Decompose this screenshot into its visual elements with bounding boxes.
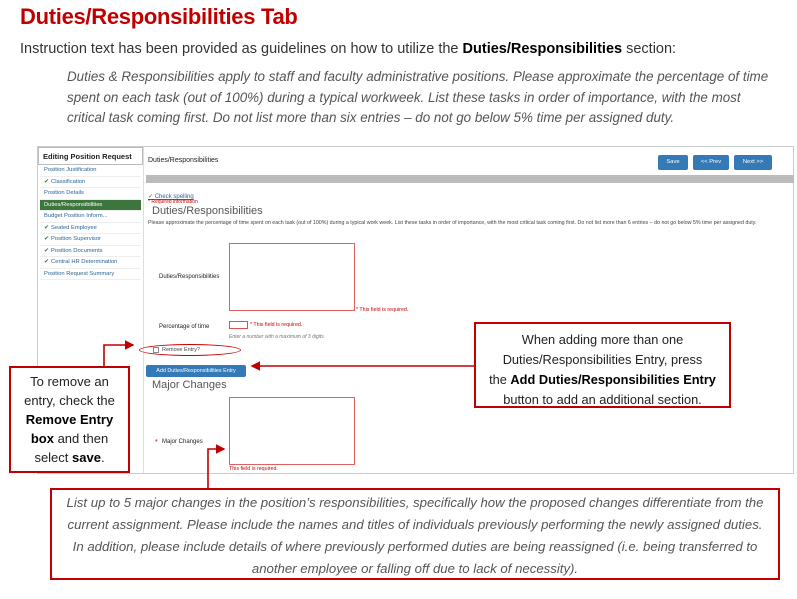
check-icon: ✔	[44, 178, 50, 185]
sidebar-item-duties[interactable]: Duties/Responsibilities	[40, 200, 141, 212]
percentage-hint: Enter a number with a maximum of 3 digits.	[229, 334, 326, 340]
required-asterisk: *	[155, 439, 158, 446]
remove-entry-label: Remove Entry?	[162, 347, 200, 353]
callout-major-changes: List up to 5 major changes in the position’s responsibilities, specifically how the proposed changes differentiate from the current assignment. Please include the names and titles of individuals previously performing the newly assigned duties. In addition, please include details of where previously performed duties are being reassigned (i.e. being transferred to another employee or falling off due to lack of necessity).	[50, 488, 780, 580]
callout-remove-entry: To remove an entry, check the Remove Entry box and then select save.	[9, 366, 130, 473]
save-button[interactable]: Save	[658, 155, 688, 170]
add-entry-button[interactable]: Add Duties/Responsibilities Entry	[146, 365, 246, 377]
sidebar-item-hr-determination[interactable]: ✔ Central HR Determination	[40, 257, 141, 269]
sidebar-item-position-details[interactable]: Position Details	[40, 188, 141, 200]
percentage-error: * This field is required.	[250, 322, 303, 328]
check-spelling-link[interactable]: ✓ Check spelling	[148, 194, 194, 200]
duties-label: Duties/Responsibilities	[159, 274, 220, 280]
section-title: Duties/Responsibilities	[152, 205, 263, 217]
sidebar-item-budget[interactable]: Budget Position Inform...	[40, 211, 141, 223]
check-icon: ✔	[44, 236, 50, 242]
check-icon: ✔	[44, 247, 50, 254]
section-description: Please approximate the percentage of time spent on each task (out of 100%) during a typical work week. List these tasks in order of importance, with the most critical task coming first. Do not list more than 6 entries – do not go below 5% time per assigned duty.	[148, 220, 757, 226]
sidebar-item-documents[interactable]: ✔ Position Documents	[40, 246, 141, 258]
major-changes-error: This field is required.	[229, 466, 278, 472]
callout-add-entry: When adding more than one Duties/Responsibilities Entry, press the Add Duties/Responsibilities Entry button to add an additional section.	[474, 322, 731, 408]
main-heading: Duties/Responsibilities	[148, 157, 219, 164]
check-icon: ✔	[44, 224, 50, 231]
sidebar-item-classification[interactable]: ✔ Classification	[40, 177, 141, 189]
major-changes-label: Major Changes	[162, 439, 203, 445]
required-info: * Required information	[148, 199, 198, 205]
intro-text: Instruction text has been provided as guidelines on how to utilize the Duties/Responsibilities section:	[20, 41, 677, 57]
sidebar-item-position-justification[interactable]: Position Justification	[40, 165, 141, 177]
prev-button[interactable]: << Prev	[693, 155, 729, 170]
next-button[interactable]: Next >>	[734, 155, 772, 170]
major-changes-title: Major Changes	[152, 379, 227, 391]
description-text: Duties & Responsibilities apply to staff and faculty administrative positions. Please approximate the percentage of time spent on each task (out of 100%) during a typical workweek. List these tasks in order of importance, with the most critical task coming first. Do not list more than six entries – do not go below 5% time per assigned duty.	[67, 69, 769, 125]
sidebar-item-summary[interactable]: Position Request Summary	[40, 269, 141, 281]
sidebar-item-supervisor[interactable]: ✔ Position Supervisor	[40, 234, 141, 246]
percentage-label: Percentage of time	[159, 324, 210, 330]
check-icon: ✔	[44, 259, 50, 265]
page-title: Duties/Responsibilities Tab	[20, 4, 298, 29]
sidebar-header: Editing Position Request	[38, 147, 143, 165]
sidebar-item-seated-employee[interactable]: ✔ Seated Employee	[40, 223, 141, 235]
arrow-to-major-changes	[208, 449, 224, 488]
duties-error: * This field is required.	[356, 307, 409, 313]
arrow-to-remove-entry	[104, 345, 133, 366]
